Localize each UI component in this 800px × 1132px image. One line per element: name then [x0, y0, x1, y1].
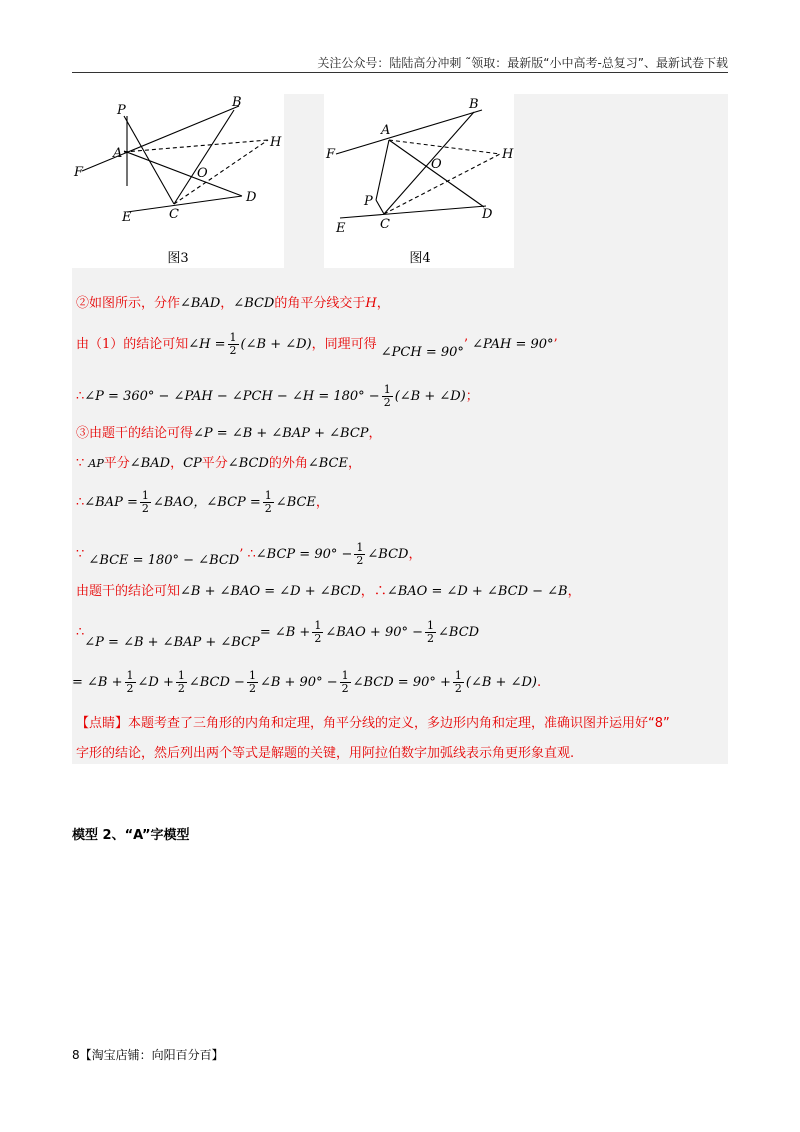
- l9-frac1-den: 2: [314, 632, 322, 645]
- l7-therefore: ∴: [247, 547, 256, 562]
- section-title: 模型 2、“A”字模型: [72, 828, 190, 843]
- comment-line-1: [76, 714, 670, 734]
- solution-line-4: [76, 424, 382, 444]
- l10-math-e: ∠BCD = 90° +: [352, 675, 451, 690]
- page-header: 关注公众号：陆陆高分冲刺 ˜领取：最新版“小中高考-总复习”、最新试卷下载: [317, 56, 728, 70]
- l2-math-d: ∠PAH = 90°: [472, 337, 554, 352]
- l2-mid: ，同理可得: [311, 337, 377, 352]
- line-c-b: [384, 112, 474, 214]
- l8-math-a: ∠B + ∠BAO = ∠D + ∠BCD: [180, 584, 361, 599]
- l8-therefore: ∴: [373, 584, 387, 599]
- label-d: D: [482, 207, 493, 222]
- label-f: F: [326, 147, 336, 162]
- comment-text-1: 本题考查了三角形的内角和定理，角平分线的定义，多边形内角和定理，准确识图并运用好“8”: [128, 716, 670, 731]
- l9-math-c: ∠BAO + 90° −: [325, 625, 424, 640]
- line-a-h-dashed: [124, 140, 268, 152]
- figure-3: [72, 94, 284, 268]
- l9-math-d: ∠BCD: [438, 625, 480, 640]
- l10-fraction-3: [247, 670, 258, 695]
- label-c: C: [169, 207, 179, 222]
- l3-end: ；: [465, 389, 479, 404]
- l10-math-b: ∠D +: [137, 675, 174, 690]
- line-a-p: [376, 140, 389, 200]
- l6-end: ，: [315, 495, 329, 510]
- l1-end: ，: [376, 296, 390, 311]
- l6-fraction-1: [140, 490, 151, 515]
- solution-line-2: 由（1）的结论可知∠H = $\frac{1}{2}$ (∠B + ∠D)，同理可得 ∠PCH = 90°’ ∠PAH = 90°’: [76, 331, 558, 360]
- l4-math: ∠P = ∠B + ∠BAP + ∠BCP: [193, 426, 369, 441]
- l8-math-b: ∠BAO = ∠D + ∠BCD − ∠B: [386, 584, 568, 599]
- comment-text-2: 字形的结论，然后列出两个等式是解题的关键，用阿拉伯数字加弧线表示角更形象直观.: [76, 746, 575, 761]
- figure-4-diagram: [324, 94, 514, 268]
- l5-t2: 平分: [201, 456, 228, 471]
- solution-line-1: [76, 294, 390, 314]
- label-o: O: [197, 166, 208, 181]
- l1-math1: ∠BAD: [180, 296, 221, 311]
- label-b: B: [469, 97, 479, 112]
- figure-4-caption: 图4: [409, 251, 431, 266]
- line-a-d: [389, 140, 484, 207]
- solution-line-8: 由题干的结论可知∠B + ∠BAO = ∠D + ∠BCD，∴∠BAO = ∠D + ∠BCD − ∠B，: [76, 584, 581, 599]
- l3-frac-den: 2: [383, 396, 391, 409]
- l5-t1: 平分: [103, 456, 130, 471]
- l6-frac1-den: 2: [141, 502, 149, 515]
- l9-math-b: = ∠B +: [259, 625, 311, 640]
- l9-fraction-1: [312, 620, 323, 645]
- l7-math-b: ∠BCP = 90° −: [255, 547, 353, 562]
- l7-math-c: ∠BCD: [367, 547, 409, 562]
- l10-f1-den: 2: [126, 682, 134, 695]
- l9-frac1-num: 1: [314, 619, 322, 632]
- l9-frac2-num: 1: [427, 619, 435, 632]
- l5-math-d: ∠BCD: [227, 456, 269, 471]
- header-divider: [72, 72, 728, 73]
- l2-math-c: ∠PCH = 90°: [380, 345, 464, 360]
- label-h: H: [502, 147, 514, 162]
- l2-frac-den: 2: [229, 344, 237, 357]
- l2-text: 由（1）的结论可知: [76, 337, 189, 352]
- l7-end: ，: [408, 547, 422, 562]
- l9-math-a: ∠P = ∠B + ∠BAP + ∠BCP: [84, 635, 260, 650]
- l3-fraction: [382, 384, 393, 409]
- l10-fraction-1: [125, 670, 136, 695]
- l2-math-a: ∠H =: [188, 337, 226, 352]
- label-f: F: [74, 165, 84, 180]
- l10-fraction-4: [340, 670, 351, 695]
- l1-sep: ，: [220, 296, 234, 311]
- comment-tag: 【点睛】: [76, 716, 129, 731]
- l10-f5-den: 2: [454, 682, 462, 695]
- l9-therefore: ∴: [76, 625, 85, 640]
- solution-line-10: [72, 670, 541, 695]
- l3-math-a: ∠P = 360° − ∠PAH − ∠PCH − ∠H = 180° −: [84, 389, 380, 404]
- l2-fraction: [228, 332, 239, 357]
- l7-because: ∵: [76, 547, 85, 562]
- l10-f1-num: 1: [126, 669, 134, 682]
- figure-3-diagram: [72, 94, 284, 268]
- l10-f5-num: 1: [454, 669, 462, 682]
- label-d: D: [246, 190, 257, 205]
- l9-fraction-2: [425, 620, 436, 645]
- label-a: A: [113, 146, 123, 161]
- l1-h: H: [365, 296, 377, 311]
- l10-math-d: ∠B + 90° −: [259, 675, 338, 690]
- l7-math-a: ∠BCE = 180° − ∠BCD: [88, 553, 240, 568]
- l5-math-c: CP: [183, 456, 202, 471]
- line-c-h-dashed: [384, 154, 500, 214]
- line-e-d: [340, 206, 486, 218]
- l6-math-b: ∠BAO，∠BCP =: [152, 495, 261, 510]
- l7-frac-den: 2: [356, 554, 364, 567]
- label-e: E: [122, 210, 132, 225]
- l4-text: ③由题干的结论可得: [76, 426, 194, 441]
- l8-text: 由题干的结论可知: [76, 584, 181, 599]
- l10-f4-den: 2: [341, 682, 349, 695]
- l7-frac-num: 1: [356, 541, 364, 554]
- l5-sep: ，: [170, 456, 184, 471]
- l5-because: ∵: [76, 456, 85, 471]
- l2-math-b: (∠B + ∠D): [240, 337, 312, 352]
- l6-frac2-den: 2: [264, 502, 272, 515]
- page-footer: [72, 1046, 224, 1063]
- l7-fraction: [354, 542, 365, 567]
- l6-math-c: ∠BCE: [275, 495, 316, 510]
- l5-t3: 的外角: [268, 456, 308, 471]
- l5-end: ，: [348, 456, 362, 471]
- l10-f3-den: 2: [248, 682, 256, 695]
- l6-therefore: ∴: [76, 495, 85, 510]
- l10-f2-den: 2: [177, 682, 185, 695]
- l10-f3-num: 1: [248, 669, 256, 682]
- l1-text: ②如图所示，分作: [76, 296, 181, 311]
- label-p: P: [364, 194, 373, 209]
- solution-line-5: [76, 454, 361, 474]
- solution-line-6: [76, 490, 329, 515]
- l10-fraction-2: [176, 670, 187, 695]
- l1-tail: 的角平分线交于: [274, 296, 366, 311]
- l10-fraction-5: [453, 670, 464, 695]
- label-a: A: [381, 123, 391, 138]
- l3-therefore: ∴: [76, 389, 85, 404]
- l10-end: .: [536, 675, 542, 690]
- l6-fraction-2: [263, 490, 274, 515]
- l6-math-a: ∠BAP =: [84, 495, 138, 510]
- l8-end: ，: [567, 584, 581, 599]
- solution-line-7: ∵ ∠BCE = 180° − ∠BCD’ ∴∠BCP = 90° − $\frac{1}{2}$ ∠BCD，: [76, 541, 422, 568]
- solution-line-9: [76, 619, 480, 650]
- l10-math-a: = ∠B +: [72, 675, 123, 690]
- l1-math2: ∠BCD: [233, 296, 275, 311]
- label-e: E: [336, 221, 346, 236]
- l6-frac2-num: 1: [264, 489, 272, 502]
- label-c: C: [380, 217, 390, 232]
- l5-math-a: AP: [88, 457, 104, 470]
- l2-frac-num: 1: [229, 331, 237, 344]
- l5-math-b: ∠BAD: [129, 456, 171, 471]
- line-f-b: [336, 110, 482, 154]
- footer-text: 【淘宝店铺：向阳百分百】: [79, 1048, 224, 1062]
- l10-math-f: (∠B + ∠D): [465, 675, 537, 690]
- l10-f4-num: 1: [341, 669, 349, 682]
- line-p-c: [376, 200, 384, 214]
- l6-frac1-num: 1: [141, 489, 149, 502]
- l3-frac-num: 1: [383, 383, 391, 396]
- figure-3-caption: 图3: [167, 251, 189, 266]
- label-h: H: [270, 135, 282, 150]
- page-number: 8: [72, 1048, 80, 1062]
- solution-line-3: [76, 384, 479, 409]
- l3-math-b: (∠B + ∠D): [394, 389, 466, 404]
- l10-math-c: ∠BCD −: [188, 675, 245, 690]
- line-e-d: [127, 196, 242, 212]
- label-o: O: [431, 157, 442, 172]
- comment-line-2: [76, 744, 574, 764]
- figure-4: [324, 94, 514, 268]
- label-b: B: [232, 95, 242, 110]
- l5-math-e: ∠BCE: [307, 456, 348, 471]
- l4-end: ，: [368, 426, 382, 441]
- l9-frac2-den: 2: [427, 632, 435, 645]
- l10-f2-num: 1: [177, 669, 185, 682]
- label-p: P: [117, 103, 126, 118]
